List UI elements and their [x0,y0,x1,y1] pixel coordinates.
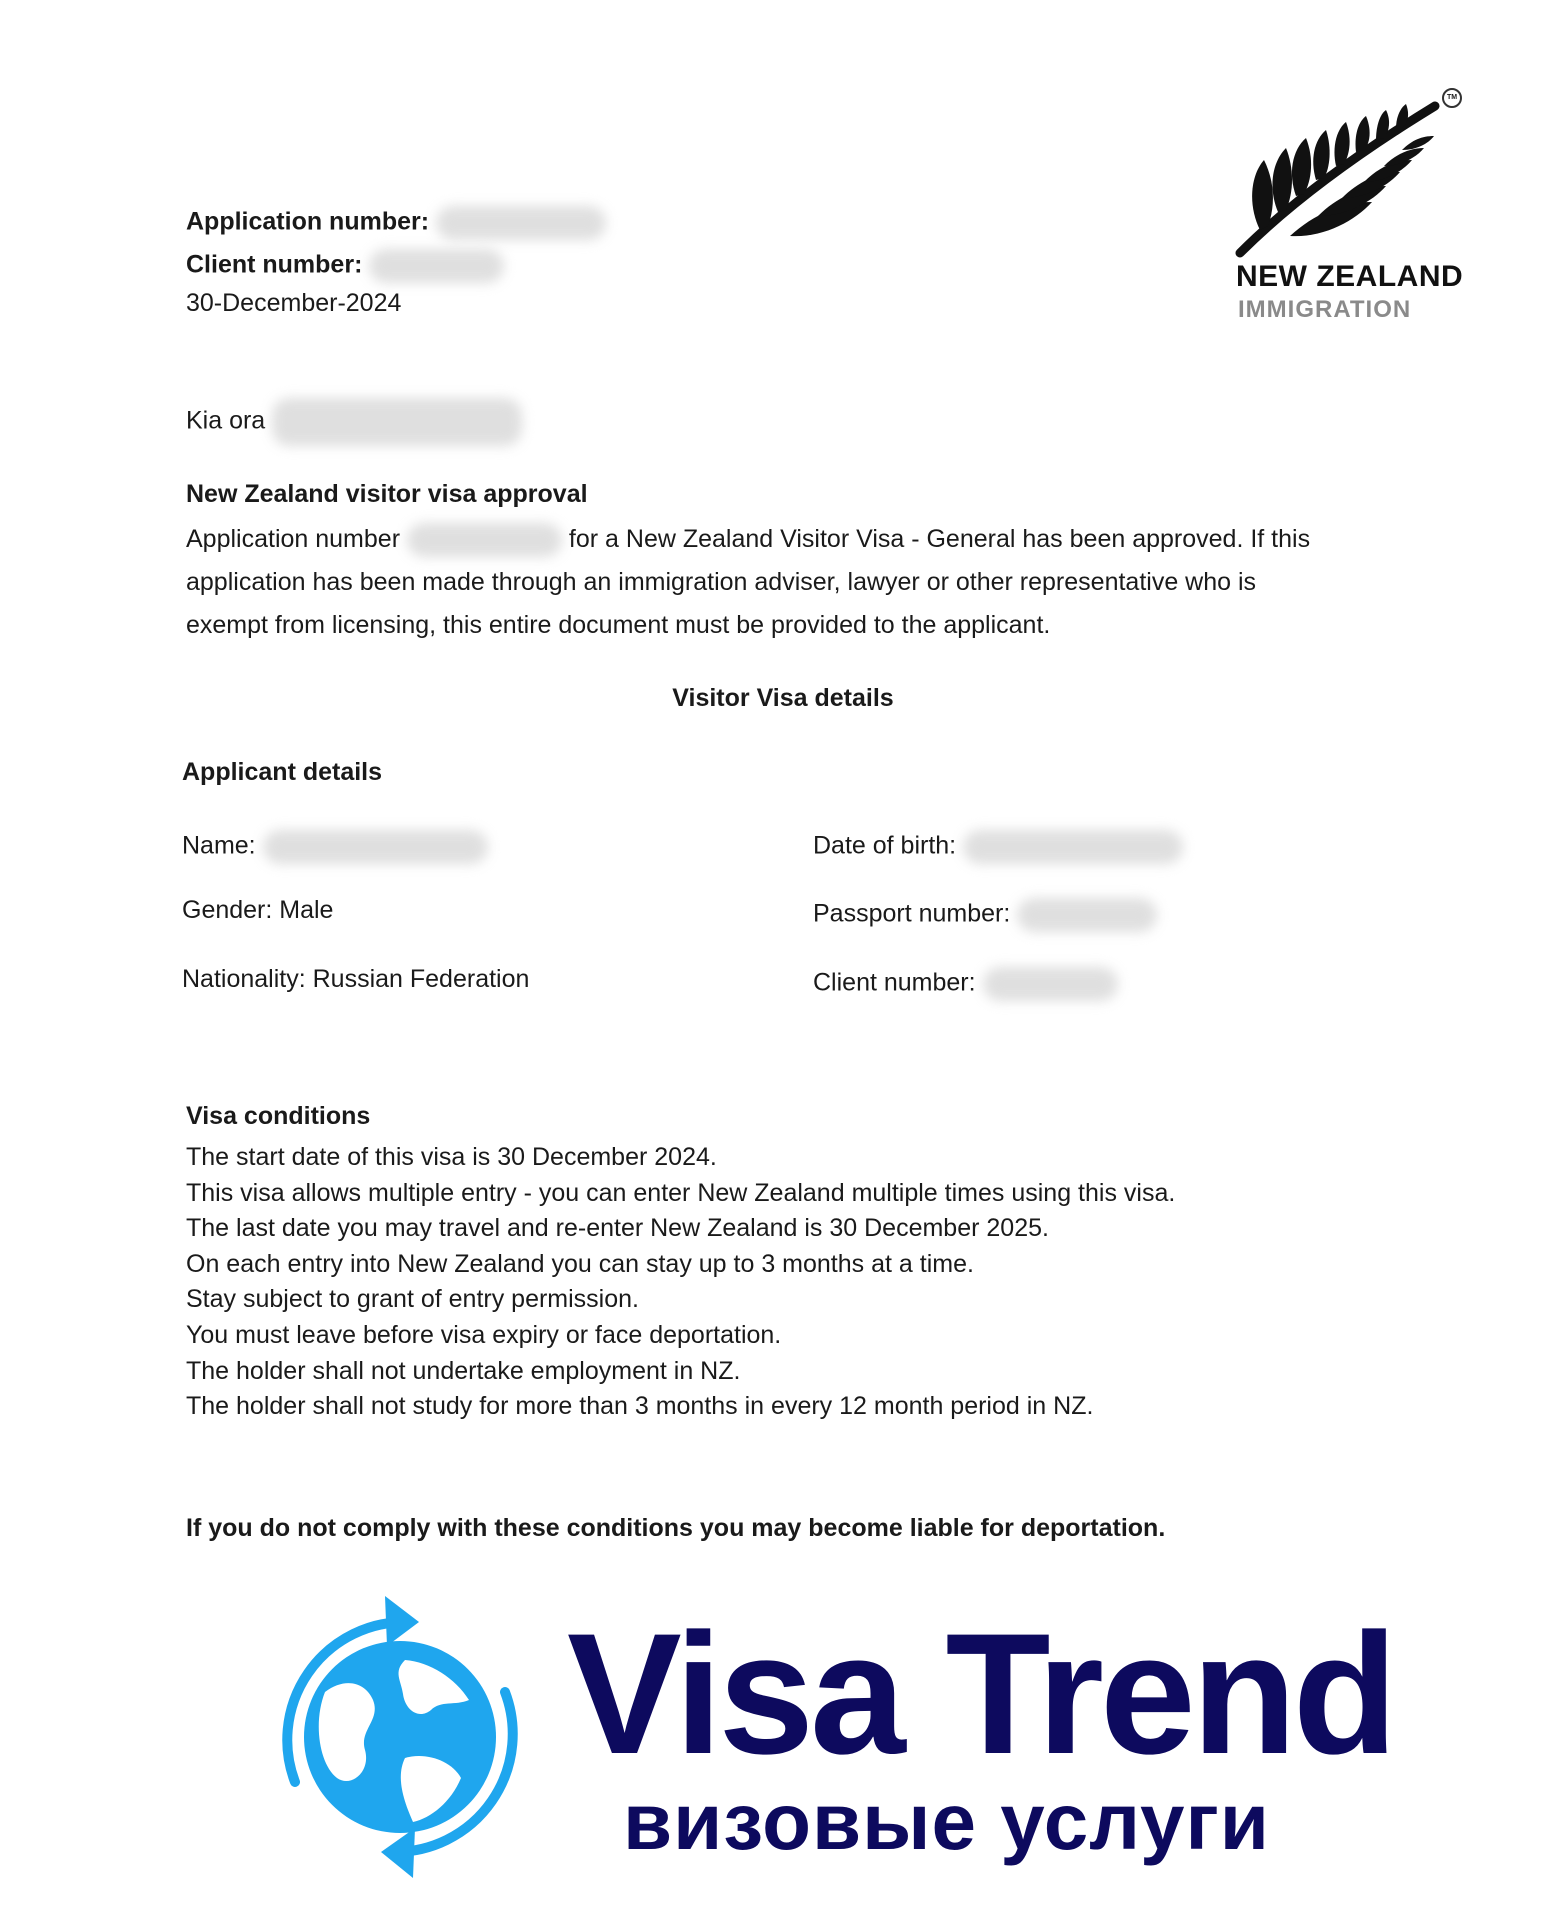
date-of-birth-field [813,830,1183,864]
approval-line1-start: Application number [186,525,401,553]
condition-item: Stay subject to grant of entry permission. [186,1285,639,1314]
dob-label: Date of birth: [813,831,957,860]
application-number-line [186,206,606,240]
name-label: Name: [182,831,256,860]
redacted-application-number-2 [407,523,562,557]
passport-number-field [813,898,1157,932]
condition-item: You must leave before visa expiry or face deportation. [186,1320,782,1349]
trademark-mark: TM [1442,88,1462,108]
condition-item: The holder shall not study for more than 3 months in every 12 month period in NZ. [186,1392,1094,1421]
approval-line3: exempt from licensing, this entire document must be provided to the applicant. [186,611,1051,639]
redacted-client-number-2 [983,967,1118,1001]
greeting: Kia ora [186,406,266,435]
applicant-client-number-field [813,967,1118,1001]
redacted-client-number [369,249,504,283]
approval-heading: New Zealand visitor visa approval [186,480,588,508]
application-number-label: Application number: [186,207,430,236]
greeting-line [186,398,522,446]
watermark-title: Visa Trend [567,1598,1394,1790]
condition-item: On each entry into New Zealand you can stay up to 3 months at a time. [186,1249,974,1278]
globe-arrows-icon [255,1582,545,1892]
redacted-applicant-name [263,830,488,864]
approval-line2: application has been made through an immigration adviser, lawyer or other representative who is [186,568,1257,596]
conditions-heading: Visa conditions [186,1102,371,1130]
redacted-passport-number [1017,898,1157,932]
condition-item: This visa allows multiple entry - you can enter New Zealand multiple times using this visa. [186,1178,1176,1207]
deportation-warning: If you do not comply with these conditions you may become liable for deportation. [186,1514,1166,1542]
condition-item: The last date you may travel and re-enter New Zealand is 30 December 2025. [186,1214,1049,1243]
client-number-line [186,249,504,283]
passport-label: Passport number: [813,899,1011,928]
redacted-dob [963,830,1183,864]
client-number-label: Client number: [186,250,363,279]
nz-immigration-logo [1230,88,1470,328]
watermark-subtitle: визовые услуги [623,1777,1270,1866]
nz-logo-name: NEW ZEALAND [1236,260,1464,293]
gender-field: Gender: Male [182,896,334,924]
letter-date: 30-December-2024 [186,289,402,317]
conditions-list [186,1140,1175,1425]
client-label: Client number: [813,968,976,997]
redacted-name [272,398,522,446]
applicant-name-field [182,830,488,864]
condition-item: The holder shall not undertake employment in NZ. [186,1356,741,1385]
silver-fern-icon [1230,88,1470,263]
visa-trend-watermark [255,1582,1394,1902]
section-title: Visitor Visa details [672,684,894,712]
nz-logo-subtitle: IMMIGRATION [1238,296,1412,323]
condition-item: The start date of this visa is 30 December 2024. [186,1143,717,1171]
applicant-heading: Applicant details [182,758,383,786]
redacted-application-number [436,206,606,240]
nationality-field: Nationality: Russian Federation [182,965,530,993]
approval-paragraph [186,518,1396,647]
approval-line1-end: for a New Zealand Visitor Visa - General has been approved. If this [568,525,1311,553]
